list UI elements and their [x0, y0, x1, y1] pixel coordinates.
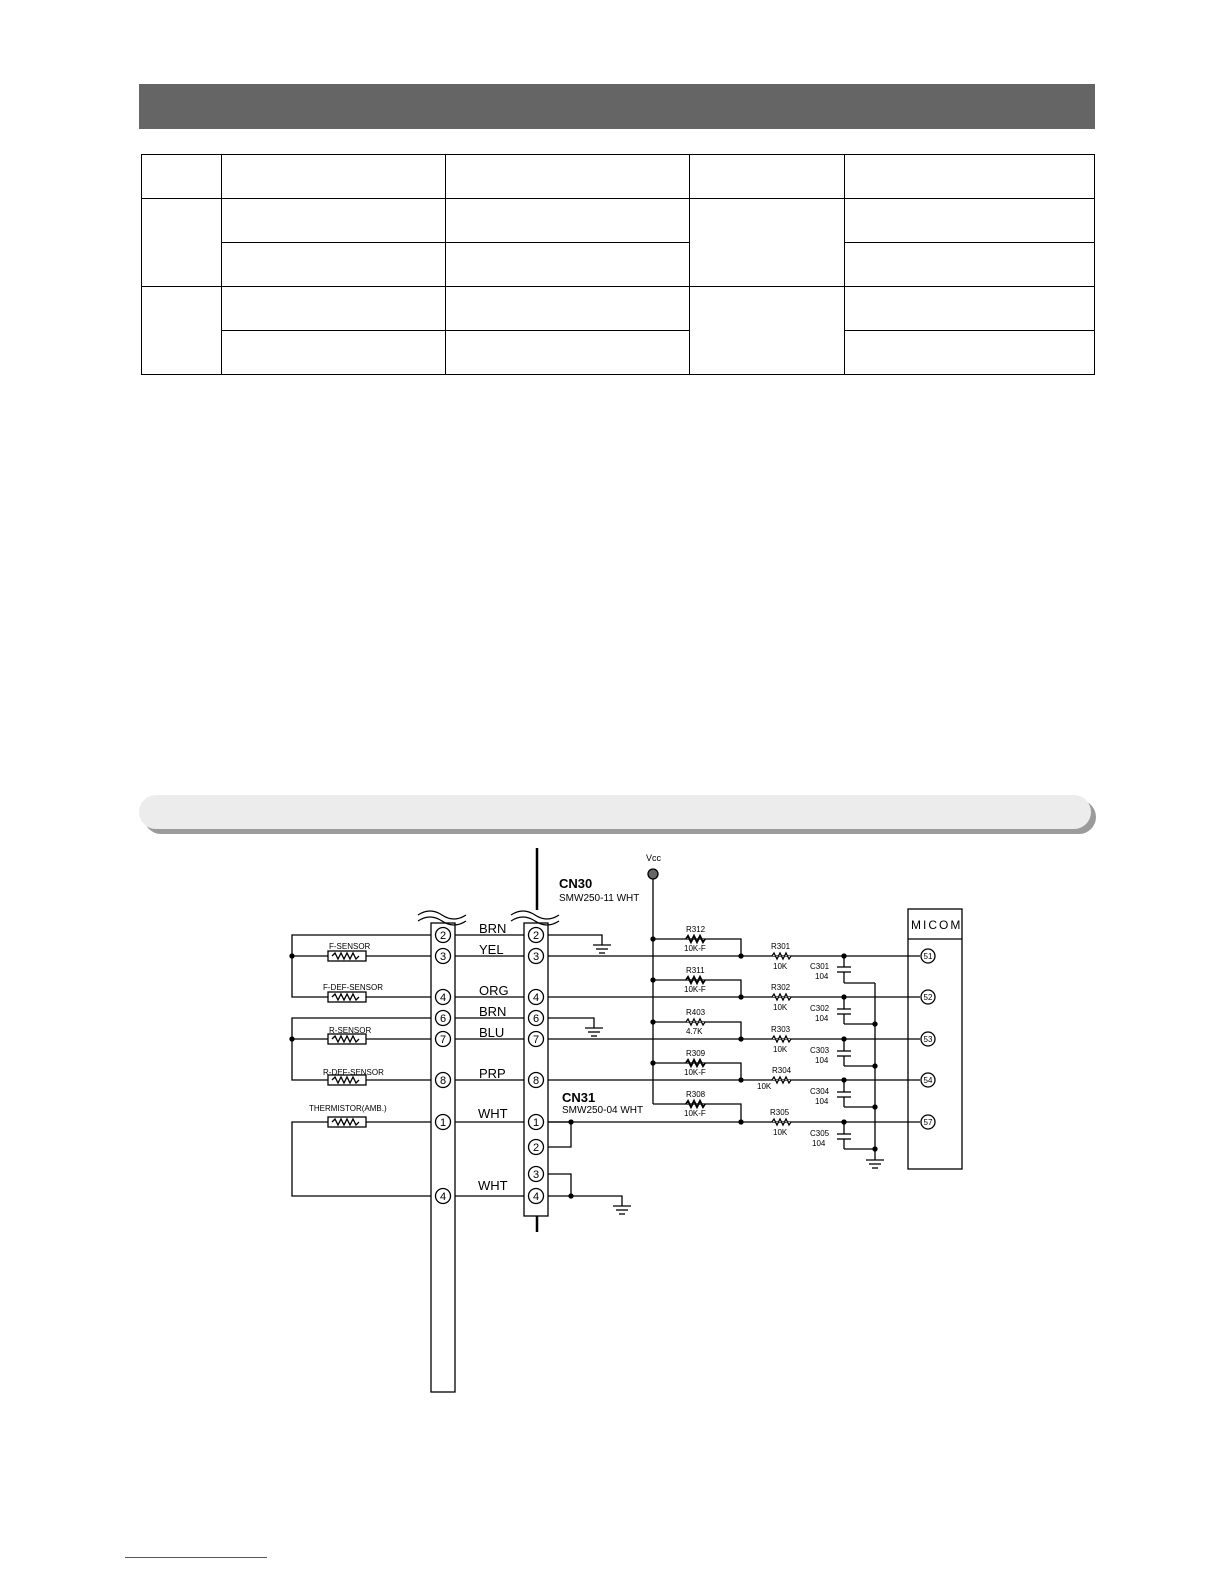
ground-symbol: [585, 1028, 603, 1036]
resistor-value: 10K-F: [684, 985, 706, 994]
thermistor-symbol: [328, 1117, 366, 1127]
ground-symbol: [613, 1206, 631, 1214]
vcc-terminal: [648, 869, 658, 879]
junction-dot: [651, 1020, 655, 1024]
junction-dot: [842, 954, 846, 958]
wire-color-label: BRN: [479, 921, 507, 936]
resistor-value: 4.7K: [686, 1027, 703, 1036]
capacitor-label: C302: [810, 1004, 830, 1013]
resistor-r311: [686, 977, 705, 983]
resistor-value: 10K: [773, 962, 788, 971]
micom-pin-number: 54: [923, 1076, 933, 1085]
pin-number: 4: [532, 992, 540, 1004]
resistor-r303: [772, 1036, 791, 1042]
resistor-r302: [772, 994, 791, 1000]
capacitor-c303: [837, 1039, 875, 1066]
resistor-r301: [772, 953, 791, 959]
resistor-label: R301: [771, 942, 791, 951]
resistor-r305: [772, 1119, 791, 1125]
resistor-value: 10K: [773, 1003, 788, 1012]
pin-number: 4: [439, 992, 447, 1004]
pin-number: 6: [439, 1013, 447, 1025]
wire: [548, 1018, 594, 1028]
f-def-sensor-label: F-DEF-SENSOR: [323, 983, 383, 992]
junction-dot: [739, 1078, 743, 1082]
wire: [548, 1174, 571, 1196]
resistor-value: 10K: [773, 1128, 788, 1137]
resistor-label: R304: [772, 1066, 792, 1075]
resistor-value: 10K: [757, 1082, 772, 1091]
wire: [548, 1122, 571, 1147]
capacitor-label: C301: [810, 962, 830, 971]
micom-pin-number: 53: [923, 1035, 933, 1044]
capacitor-value: 104: [815, 972, 829, 981]
cn31-label: CN31: [562, 1090, 596, 1105]
wire-color-label: PRP: [479, 1066, 506, 1081]
pin-number: 4: [439, 1191, 447, 1203]
pin-number: 7: [439, 1034, 447, 1046]
capacitor-label: C305: [810, 1129, 830, 1138]
resistor-label: R303: [771, 1025, 791, 1034]
capacitor-c301: [837, 956, 875, 983]
junction-dot: [842, 1078, 846, 1082]
ground-symbol: [866, 1160, 884, 1168]
capacitor-value: 104: [815, 1056, 829, 1065]
resistor-value: 10K-F: [684, 1068, 706, 1077]
resistor-r309: [686, 1060, 705, 1066]
junction-dot: [651, 978, 655, 982]
pin-number: 8: [532, 1075, 540, 1087]
wire-color-label: YEL: [479, 942, 504, 957]
resistor-label: R309: [686, 1049, 706, 1058]
wire-color-label: WHT: [478, 1106, 508, 1121]
capacitor-c305: [837, 1122, 875, 1149]
capacitor-c304: [837, 1080, 875, 1107]
resistor-value: 10K: [773, 1045, 788, 1054]
resistor-label: R311: [686, 966, 705, 975]
capacitor-c302: [837, 997, 875, 1024]
r-sensor-label: R-SENSOR: [329, 1026, 372, 1035]
resistor-r312: [686, 936, 705, 942]
junction-dot: [842, 995, 846, 999]
cn30-label: CN30: [559, 876, 593, 891]
junction-dot: [842, 1120, 846, 1124]
pin-number: 4: [532, 1191, 540, 1203]
capacitor-value: 104: [812, 1139, 826, 1148]
wire: [571, 1196, 622, 1206]
r-def-sensor-label: R-DEF-SENSOR: [323, 1068, 384, 1077]
resistor-r403: [686, 1019, 705, 1025]
junction-dot: [873, 1022, 877, 1026]
pin-number: 2: [532, 1142, 540, 1154]
resistor-value: 10K-F: [684, 1109, 706, 1118]
capacitor-value: 104: [815, 1097, 829, 1106]
micom-pin-number: 57: [923, 1118, 933, 1127]
pin-number: 7: [532, 1034, 540, 1046]
wire: [548, 935, 602, 945]
resistor-r304: [772, 1077, 791, 1083]
pin-number: 3: [532, 951, 540, 963]
thermistor-label: THERMISTOR(AMB.): [309, 1104, 387, 1113]
wire-color-label: ORG: [479, 983, 509, 998]
junction-dot: [290, 954, 294, 958]
pin-number: 1: [532, 1117, 540, 1129]
pin-number: 1: [439, 1117, 447, 1129]
resistor-label: R305: [770, 1108, 790, 1117]
junction-dot: [739, 954, 743, 958]
junction-dot: [651, 937, 655, 941]
wire-color-label: BRN: [479, 1004, 507, 1019]
ground-symbol: [593, 945, 611, 953]
micom-pin-number: 51: [923, 952, 933, 961]
pin-number: 3: [532, 1169, 540, 1181]
cn31-part-label: SMW250-04 WHT: [562, 1105, 644, 1116]
junction-dot: [651, 1061, 655, 1065]
cn30-part-label: SMW250-11 WHT: [559, 893, 640, 904]
pin-number: 8: [439, 1075, 447, 1087]
thermistor-symbol: [328, 951, 366, 961]
micom-pin-number: 52: [923, 993, 933, 1002]
junction-dot: [842, 1037, 846, 1041]
thermistor-symbol: [328, 992, 366, 1002]
junction-dot: [873, 1105, 877, 1109]
wire-color-label: BLU: [479, 1025, 505, 1040]
wire-color-label: WHT: [478, 1178, 508, 1193]
resistor-r308: [686, 1101, 705, 1107]
resistor-label: R312: [686, 925, 706, 934]
pin-number: 6: [532, 1013, 540, 1025]
pin-number: 2: [532, 930, 540, 942]
footer-rule: [125, 1557, 267, 1558]
resistor-label: R403: [686, 1008, 706, 1017]
pin-number: 3: [439, 951, 447, 963]
junction-dot: [739, 1120, 743, 1124]
resistor-value: 10K-F: [684, 944, 706, 953]
junction-dot: [290, 1037, 294, 1041]
f-sensor-label: F-SENSOR: [329, 942, 371, 951]
resistor-label: R308: [686, 1090, 706, 1099]
capacitor-label: C303: [810, 1046, 830, 1055]
vcc-label: Vcc: [646, 853, 662, 863]
junction-dot: [739, 995, 743, 999]
micom-label: MICOM: [911, 918, 963, 932]
pin-number: 2: [439, 930, 447, 942]
thermistor-symbol: [328, 1034, 366, 1044]
resistor-label: R302: [771, 983, 791, 992]
junction-dot: [569, 1194, 573, 1198]
junction-dot: [739, 1037, 743, 1041]
junction-dot: [873, 1064, 877, 1068]
junction-dot: [873, 1147, 877, 1151]
thermistor-loop: [292, 1122, 431, 1196]
capacitor-value: 104: [815, 1014, 829, 1023]
capacitor-label: C304: [810, 1087, 830, 1096]
